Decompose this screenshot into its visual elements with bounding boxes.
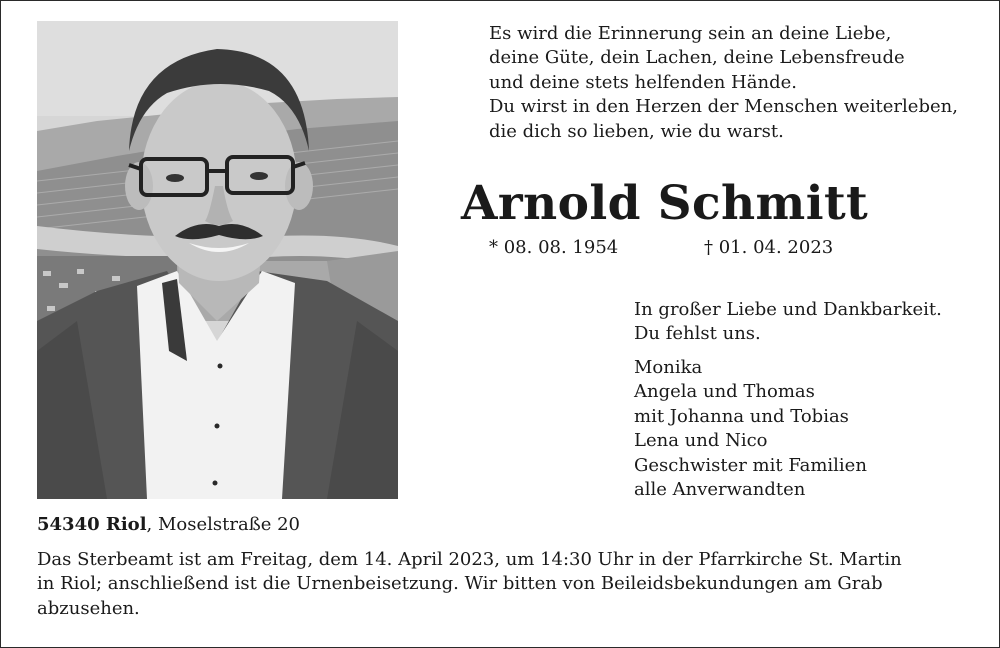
deceased-name: Arnold Schmitt xyxy=(461,176,869,231)
poem-line: Du wirst in den Herzen der Menschen weiterleben, xyxy=(489,96,958,118)
mourner-entry: Monika xyxy=(634,357,703,378)
memorial-poem xyxy=(489,22,979,144)
notice-line: abzusehen. xyxy=(37,597,140,619)
address-street: , Moselstraße 20 xyxy=(146,514,300,535)
poem-line: und deine stets helfenden Hände. xyxy=(489,71,797,93)
mourner-entry: alle Anverwandten xyxy=(634,479,806,501)
thanks-message xyxy=(634,298,984,347)
thanks-line: In großer Liebe und Dankbarkeit. xyxy=(634,299,942,320)
funeral-notice xyxy=(37,548,967,621)
thanks-line: Du fehlst uns. xyxy=(634,323,761,345)
mourners-list xyxy=(634,356,984,502)
poem-line: Es wird die Erinnerung sein an deine Liebe, xyxy=(489,23,892,44)
mourner-entry: Angela und Thomas xyxy=(634,381,815,403)
mourner-entry: Lena und Nico xyxy=(634,430,768,452)
birth-date: * 08. 08. 1954 xyxy=(489,237,619,258)
family-address xyxy=(37,513,300,537)
mourner-entry: Geschwister mit Familien xyxy=(634,454,867,476)
address-postal-city: 54340 Riol xyxy=(37,514,147,535)
poem-line: deine Güte, dein Lachen, deine Lebensfreude xyxy=(489,47,905,69)
portrait-photo xyxy=(37,21,398,499)
poem-line: die dich so lieben, wie du warst. xyxy=(489,120,784,142)
mourner-entry: mit Johanna und Tobias xyxy=(634,405,849,427)
death-date: † 01. 04. 2023 xyxy=(704,237,834,258)
notice-line: Das Sterbeamt ist am Freitag, dem 14. April 2023, um 14:30 Uhr in der Pfarrkirche St. Martin xyxy=(37,549,902,570)
notice-line: in Riol; anschließend ist die Urnenbeisetzung. Wir bitten von Beileidsbekundungen am Grab xyxy=(37,573,883,595)
